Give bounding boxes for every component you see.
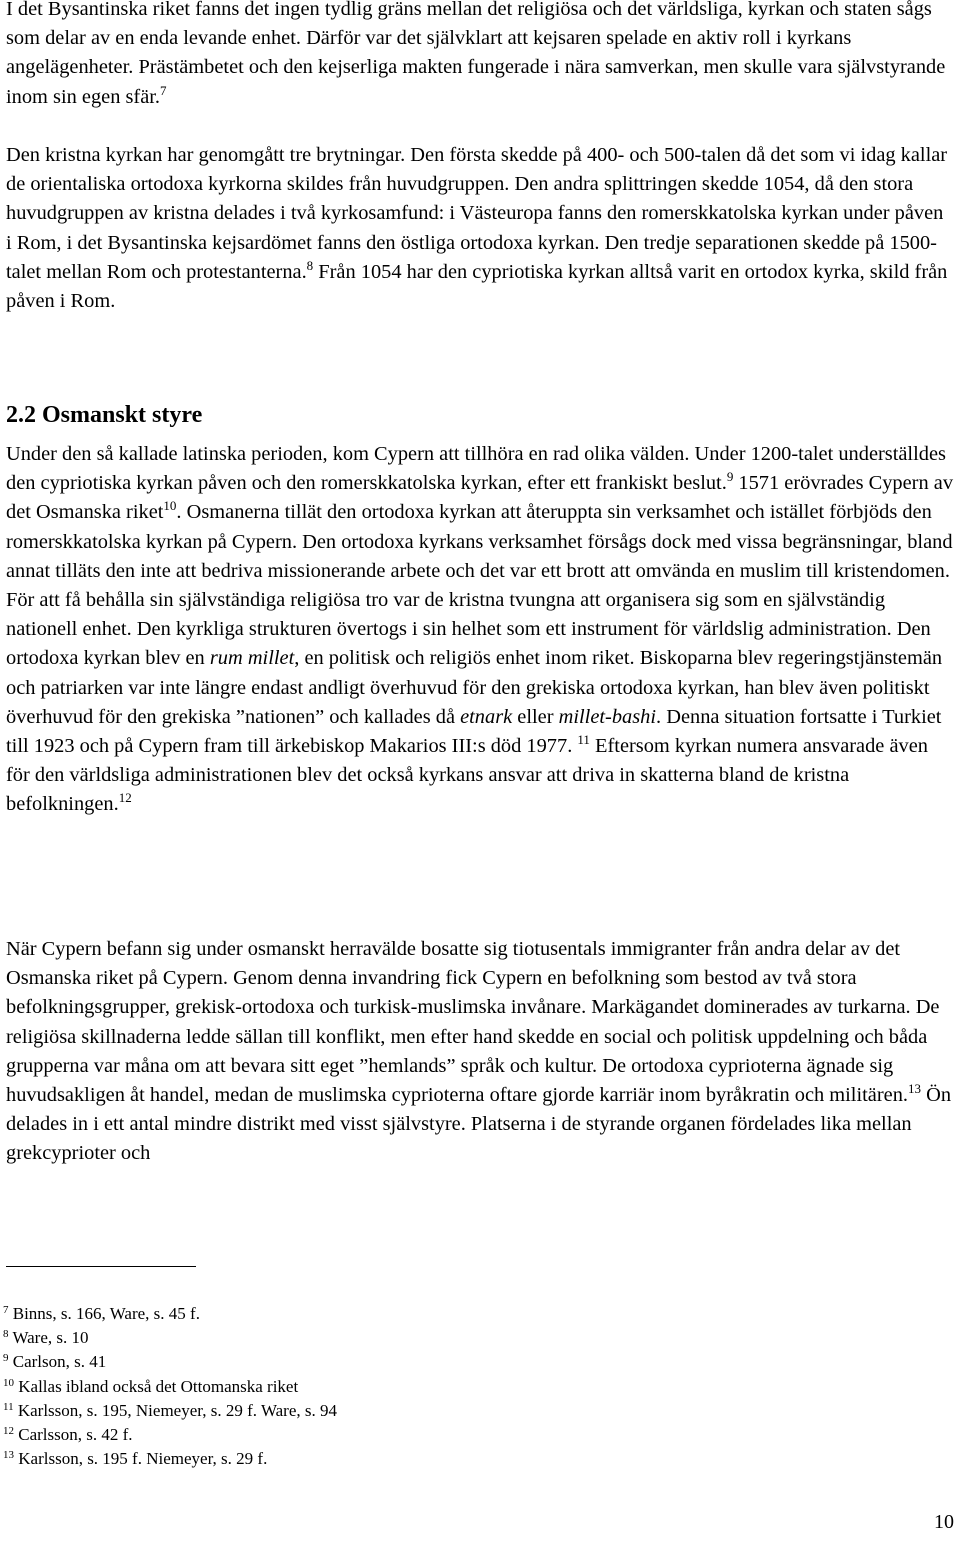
footnote-number: 8	[3, 1328, 9, 1341]
paragraph-text: 1571 erövrades Cypern av det Osmanska riket	[6, 472, 954, 524]
footnote-ref-7[interactable]: 7	[160, 82, 167, 98]
footnote-ref-13[interactable]: 13	[908, 1081, 921, 1097]
footnote-number: 9	[3, 1352, 9, 1365]
paragraph-text: eller	[512, 705, 559, 728]
footnote-number: 13	[3, 1449, 14, 1462]
section-number: 2.2	[6, 402, 36, 428]
footnote-item	[3, 1447, 337, 1471]
paragraph-latin-ottoman-period	[6, 440, 954, 820]
paragraph-text: I det Bysantinska riket fanns det ingen tydlig gräns mellan det religiösa och det världsliga, kyrkan och staten sågs som delar av en enda levande enhet. Därför var det självklart att kejsaren spelade en aktiv roll i kyrkans angelägenheter. Prästämbetet och den kejserliga makten fungerade i nära samverkan, men skulle vara självstyrande inom sin egen sfär.	[6, 0, 946, 108]
footnote-number: 7	[3, 1304, 9, 1316]
footnote-ref-8[interactable]: 8	[306, 257, 314, 273]
paragraph-text: Eftersom kyrkan numera ansvarade även för den världsliga administrationen blev det också kyrkans ansvar att driva in skatterna bland de kristna befolkningen.	[6, 735, 928, 816]
paragraph-text: Den kristna kyrkan har genomgått tre brytningar. Den första skedde på 400- och 500-talen då det som vi idag kallar de orientaliska ortodoxa kyrkorna skildes från huvudgruppen. Den andra splittringen skedde 1054, då den stora huvudgruppen av kristna delades i två kyrkosamfund: i Västeuropa fanns den romerskkatolska kyrkan under påven i Rom, i det Bysantinska kejsardömet fanns den östliga ortodoxa kyrkan. Den tredje separationen skedde på 1500-talet mellan Rom och protestanterna.	[6, 144, 948, 283]
footnote-item	[3, 1326, 337, 1350]
footnote-item	[3, 1375, 337, 1399]
footnote-number: 12	[3, 1425, 14, 1438]
paragraph-byzantine-church	[6, 0, 954, 112]
footnote-number: 11	[3, 1400, 14, 1413]
term-millet-bashi: millet-bashi	[558, 705, 657, 728]
footnote-ref-11[interactable]: 11	[577, 732, 590, 748]
footnote-item	[3, 1302, 337, 1326]
section-heading	[6, 399, 202, 431]
footnote-divider	[6, 1266, 196, 1267]
footnote-item	[3, 1423, 337, 1447]
footnote-ref-9[interactable]: 9	[726, 469, 734, 485]
paragraph-text: När Cypern befann sig under osmanskt herravälde bosatte sig tiotusentals immigranter från andra delar av det Osmanska riket på Cypern. Genom denna invandring fick Cypern en befolkning som bestod av två stora befolkningsgrupper, grekisk-ortodoxa och turkisk-muslimska invånare. Markägandet dominerades av turkarna. De religiösa skillnaderna ledde sällan till konflikt, men efter hand skedde en social och politisk uppdelning och båda grupperna var måna om att bevara sitt eget ”hemlands” språk och kultur. De ortodoxa cyprioterna ägnade sig huvudsakligen åt handel, medan de muslimska cyprioterna oftare gjorde karriär inom byråkratin och militären.	[6, 938, 940, 1107]
footnote-item	[3, 1399, 337, 1423]
term-etnark: etnark	[460, 705, 513, 728]
section-title: Osmanskt styre	[36, 402, 203, 428]
footnote-text: Carlson, s. 41	[12, 1352, 107, 1372]
footnote-text: Ware, s. 10	[12, 1328, 89, 1348]
paragraph-text: Ön delades in i ett antal mindre distrikt med visst självstyre. Platserna i de styrande organen fördelades lika mellan grekcyprioter och	[6, 1084, 952, 1165]
term-rum-millet: rum millet	[209, 647, 295, 670]
paragraph-text: . Denna situation fortsatte i Turkiet till 1923 och på Cypern fram till ärkebiskop Makarios III:s död 1977.	[6, 705, 942, 758]
footnote-list	[0, 1302, 337, 1471]
paragraph-church-schisms	[6, 141, 954, 316]
footnote-ref-12[interactable]: 12	[118, 790, 132, 806]
footnote-text: Binns, s. 166, Ware, s. 45 f.	[12, 1304, 200, 1323]
paragraph-text: , en politisk och religiös enhet inom riket. Biskoparna blev regeringstjänstemän och patriarken var inte längre endast andligt överhuvud för den grekiska ortodoxa kyrkan, han blev även politiskt överhuvud för den grekiska ”nationen” och kallades då	[6, 647, 943, 728]
footnote-text: Carlsson, s. 42 f.	[18, 1425, 133, 1445]
paragraph-text: . Osmanerna tillät den ortodoxa kyrkan att återuppta sin verksamhet och istället förbjöds den romerskkatolska kyrkan på Cypern. Den ortodoxa kyrkans verksamhet försågs dock med vissa begränsningar, bland annat tilläts den inte att bedriva missionerande arbete och det var ett brott att omvända en muslim till kristendomen. För att få behålla sin självständiga religiösa tro var de kristna tvungna att organisera sig som en självständig nationell enhet. Den kyrkliga strukturen övertogs i sin helhet som ett instrument för världslig administration. Den ortodoxa kyrkan blev en	[6, 501, 953, 670]
paragraph-immigration	[6, 935, 954, 1169]
footnote-ref-10[interactable]: 10	[163, 498, 177, 514]
footnote-text: Karlsson, s. 195 f. Niemeyer, s. 29 f.	[18, 1449, 268, 1469]
paragraph-text: Från 1054 har den cypriotiska kyrkan alltså varit en ortodox kyrka, skild från påven i Rom.	[6, 260, 948, 313]
footnote-number: 10	[3, 1376, 14, 1389]
footnote-item	[3, 1350, 337, 1374]
footnote-text: Karlsson, s. 195, Niemeyer, s. 29 f. Ware, s. 94	[17, 1400, 338, 1420]
footnote-text: Kallas ibland också det Ottomanska riket	[18, 1376, 299, 1396]
paragraph-text: Under den så kallade latinska perioden, kom Cypern att tillhöra en rad olika välden. Under 1200-talet underställdes den cypriotiska kyrkan påven och den romerskkatolska kyrkan, efter ett frankiskt beslut.	[6, 443, 946, 495]
page-number: 10	[934, 1511, 954, 1533]
